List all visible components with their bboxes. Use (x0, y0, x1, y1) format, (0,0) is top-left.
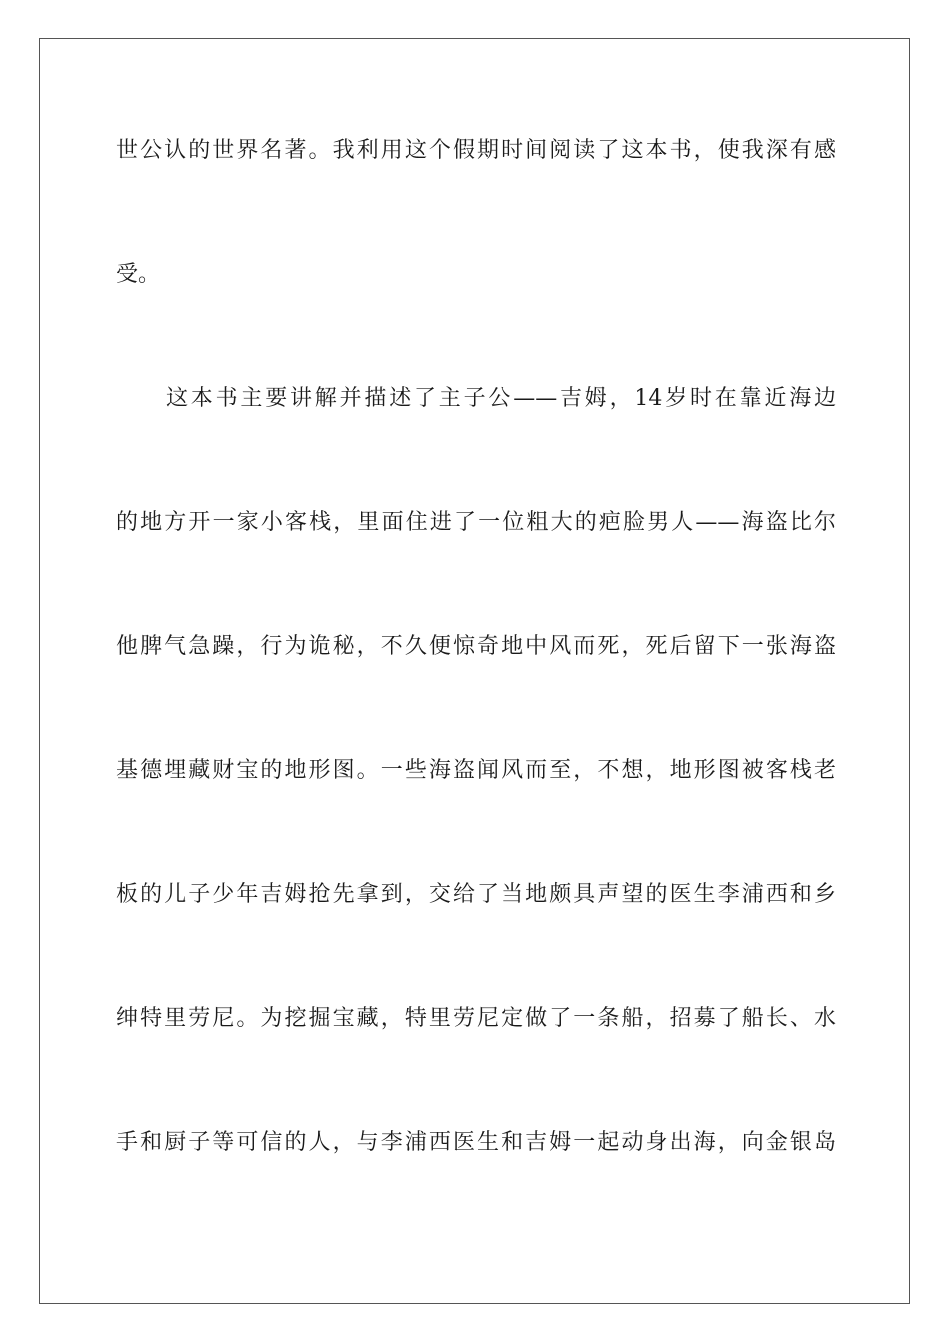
text-line-2: 受。 (116, 262, 161, 287)
text-line-7: 板的儿子少年吉姆抢先拿到，交给了当地颇具声望的医生李浦西和乡 (116, 882, 836, 907)
page-border (39, 38, 910, 1304)
text-line-6: 基德埋藏财宝的地形图。一些海盗闻风而至，不想，地形图被客栈老 (116, 758, 836, 783)
text-line-9: 手和厨子等可信的人，与李浦西医生和吉姆一起动身出海，向金银岛 (116, 1130, 836, 1155)
text-line-3-paragraph-start: 这本书主要讲解并描述了主子公——吉姆，14岁时在靠近海边 (166, 386, 836, 411)
text-line-5: 他脾气急躁，行为诡秘，不久便惊奇地中风而死，死后留下一张海盗 (116, 634, 836, 659)
text-line-1: 世公认的世界名著。我利用这个假期时间阅读了这本书，使我深有感 (116, 138, 836, 163)
text-line-8: 绅特里劳尼。为挖掘宝藏，特里劳尼定做了一条船，招募了船长、水 (116, 1006, 836, 1031)
text-line-4: 的地方开一家小客栈，里面住进了一位粗大的疤脸男人——海盗比尔 (116, 510, 836, 535)
